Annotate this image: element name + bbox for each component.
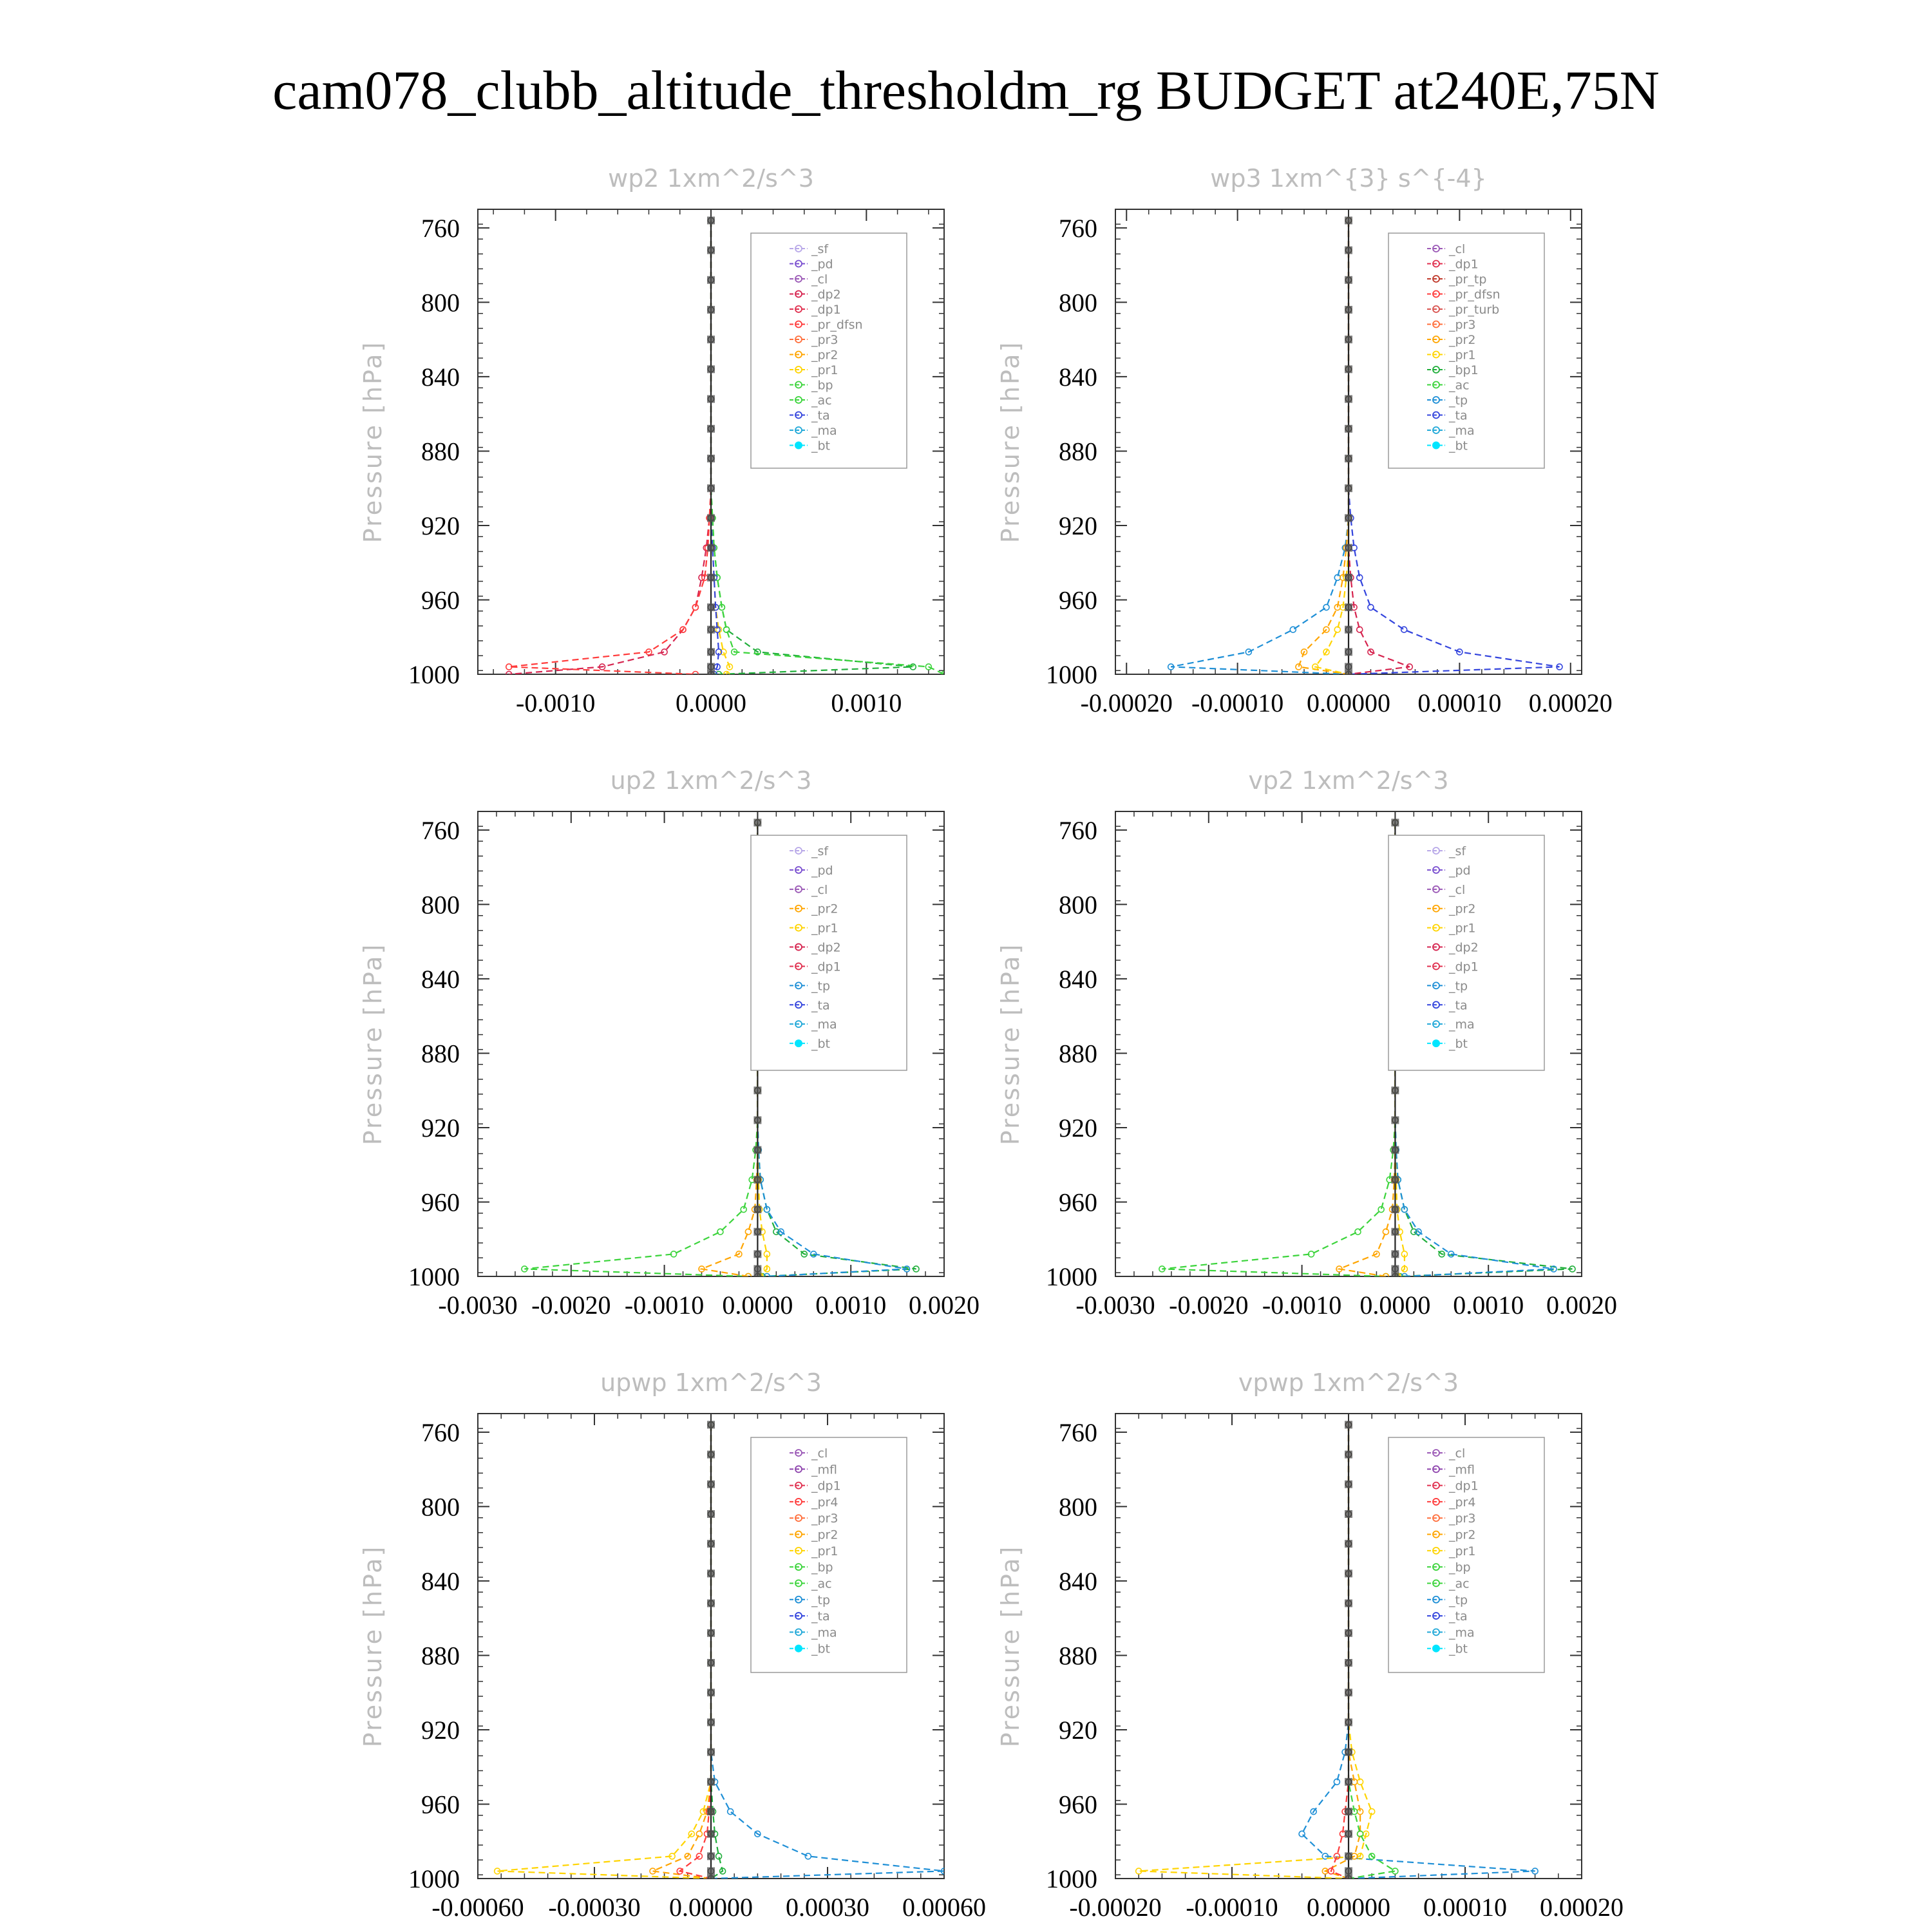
zero-marker: [707, 1540, 715, 1548]
legend-label: _cl: [811, 882, 828, 897]
legend: [1388, 835, 1544, 1070]
x-tick-label: 0.0020: [909, 1291, 980, 1320]
y-tick-label: 880: [421, 1641, 460, 1671]
y-tick-label: 880: [1059, 1641, 1097, 1671]
legend: [1388, 1437, 1544, 1672]
legend: [751, 1437, 907, 1672]
legend-label: _dp2: [811, 287, 841, 302]
legend-label: _pr1: [811, 921, 838, 936]
zero-marker: [1345, 626, 1352, 634]
legend-label: _bp: [811, 378, 833, 393]
legend-label: _cl: [1449, 242, 1466, 256]
y-tick-label: 920: [1059, 1113, 1097, 1142]
zero-marker: [1345, 544, 1352, 552]
y-axis-label: Pressure [hPa]: [359, 340, 387, 544]
zero-marker: [1345, 1451, 1352, 1459]
x-tick-label: -0.00060: [431, 1893, 524, 1922]
data-point: [1299, 1831, 1305, 1837]
zero-marker: [707, 1659, 715, 1667]
legend-label: _bt: [1449, 1642, 1468, 1656]
x-tick-label: 0.0010: [815, 1291, 887, 1320]
zero-marker: [707, 1421, 715, 1428]
legend-marker: [795, 1645, 802, 1653]
legend-label: _pr_tp: [1449, 272, 1487, 287]
legend-label: _bt: [1449, 439, 1468, 453]
zero-marker: [707, 276, 715, 284]
legend-label: _ma: [1449, 424, 1475, 438]
zero-marker: [707, 603, 715, 611]
zero-marker: [707, 1808, 715, 1815]
zero-marker: [1345, 247, 1352, 254]
zero-marker: [1345, 603, 1352, 611]
y-tick-label: 800: [1059, 890, 1097, 920]
x-tick-label: -0.00010: [1186, 1893, 1278, 1922]
legend-label: _ac: [1449, 378, 1470, 393]
zero-marker: [1345, 1852, 1352, 1860]
x-tick-label: -0.0010: [1262, 1291, 1342, 1320]
zero-marker: [707, 1629, 715, 1637]
legend-label: _dp1: [1449, 960, 1479, 974]
panel-title: vp2 1xm^2/s^3: [1248, 766, 1449, 795]
zero-marker: [707, 1689, 715, 1696]
panel-title: up2 1xm^2/s^3: [610, 766, 812, 795]
y-tick-label: 800: [1059, 1492, 1097, 1522]
legend-label: _pr2: [1449, 1528, 1476, 1542]
legend-label: _ma: [1449, 1625, 1475, 1640]
zero-marker: [707, 365, 715, 373]
legend-label: _pr2: [811, 1528, 838, 1542]
data-point: [1368, 605, 1374, 611]
y-tick-label: 880: [1059, 437, 1097, 466]
chart-panel-6: [996, 1368, 1624, 1922]
legend-label: _ta: [811, 408, 830, 423]
x-tick-label: 0.0010: [1453, 1291, 1524, 1320]
legend-label: _ta: [811, 998, 830, 1013]
y-tick-label: 1000: [1046, 1864, 1097, 1893]
zero-marker: [1391, 1146, 1399, 1154]
y-tick-label: 840: [1059, 362, 1097, 392]
zero-marker: [707, 626, 715, 634]
y-tick-label: 960: [1059, 1188, 1097, 1217]
legend-label: _bp: [811, 1560, 833, 1575]
data-point: [1323, 605, 1329, 611]
legend-label: _bt: [811, 1642, 831, 1656]
zero-marker: [753, 1265, 761, 1273]
y-tick-label: 760: [1059, 815, 1097, 845]
x-tick-label: 0.00000: [1307, 688, 1390, 717]
chart-panel-4: [996, 766, 1617, 1320]
legend-label: _pr4: [811, 1495, 838, 1510]
zero-marker: [1345, 1629, 1352, 1637]
legend-label: _pr_dfsn: [811, 317, 863, 332]
legend-label: _dp2: [811, 940, 841, 955]
y-axis-label: Pressure [hPa]: [359, 1544, 387, 1748]
zero-marker: [707, 1510, 715, 1518]
legend-label: _tp: [1449, 1593, 1468, 1607]
x-tick-label: 0.0000: [676, 688, 746, 717]
zero-marker: [707, 1875, 715, 1882]
legend-label: _ac: [811, 1577, 832, 1591]
legend-label: _tp: [811, 979, 831, 994]
series-line-tp: [1171, 220, 1349, 674]
legend-label: _bp1: [1449, 363, 1479, 377]
legend: [1388, 233, 1544, 468]
series-line-pr2: [702, 822, 758, 1276]
y-tick-label: 960: [421, 1188, 460, 1217]
zero-marker: [707, 544, 715, 552]
legend-label: _pd: [811, 863, 833, 878]
y-tick-label: 1000: [1046, 660, 1097, 689]
zero-marker: [707, 395, 715, 403]
zero-marker: [707, 455, 715, 462]
zero-marker: [753, 1146, 761, 1154]
zero-marker: [1345, 1600, 1352, 1607]
legend-label: _pd: [1449, 863, 1471, 878]
x-tick-label: -0.0010: [516, 688, 596, 717]
chart-panel-5: [359, 1368, 986, 1922]
zero-marker: [707, 1778, 715, 1786]
zero-marker: [707, 1569, 715, 1577]
y-tick-label: 840: [421, 1566, 460, 1596]
y-tick-label: 880: [421, 1039, 460, 1068]
zero-marker: [1345, 1421, 1352, 1428]
zero-marker: [753, 1228, 761, 1236]
y-axis-label: Pressure [hPa]: [996, 942, 1025, 1146]
zero-marker: [1345, 1718, 1352, 1726]
zero-marker: [707, 1600, 715, 1607]
legend-label: _ta: [811, 1609, 830, 1624]
y-tick-label: 760: [421, 213, 460, 243]
y-tick-label: 840: [1059, 964, 1097, 994]
zero-marker: [707, 514, 715, 522]
legend-label: _cl: [1449, 882, 1466, 897]
zero-marker: [1391, 1116, 1399, 1124]
x-tick-label: 0.00030: [786, 1893, 869, 1922]
legend-marker: [795, 1039, 802, 1047]
legend-label: _cl: [811, 1446, 828, 1461]
legend-label: _bt: [811, 439, 831, 453]
zero-marker: [1345, 663, 1352, 670]
x-tick-label: 0.00010: [1423, 1893, 1507, 1922]
legend: [751, 835, 907, 1070]
legend-label: _tp: [811, 1593, 831, 1607]
zero-marker: [753, 1116, 761, 1124]
zero-marker: [1345, 1540, 1352, 1548]
series-line-pr1: [497, 1425, 711, 1879]
y-axis-label: Pressure [hPa]: [359, 942, 387, 1146]
zero-marker: [1345, 1830, 1352, 1838]
legend-label: _ta: [1449, 1609, 1468, 1624]
y-tick-label: 920: [421, 511, 460, 540]
y-tick-label: 880: [421, 437, 460, 466]
y-tick-label: 880: [1059, 1039, 1097, 1068]
series-line-pr1: [1315, 220, 1349, 674]
chart-panel-1: [359, 164, 947, 717]
zero-marker: [1345, 1659, 1352, 1667]
legend-marker: [795, 442, 802, 450]
x-tick-label: -0.00020: [1080, 688, 1173, 717]
legend-label: _pd: [811, 257, 833, 272]
zero-marker: [707, 306, 715, 314]
y-axis-label: Pressure [hPa]: [996, 1544, 1025, 1748]
panel-title: upwp 1xm^2/s^3: [600, 1368, 822, 1397]
legend-label: _cl: [1449, 1446, 1466, 1461]
legend: [751, 233, 907, 468]
panel-title: wp2 1xm^2/s^3: [608, 164, 814, 193]
y-tick-label: 1000: [408, 660, 460, 689]
x-tick-label: 0.00020: [1528, 688, 1613, 717]
legend-label: _ma: [1449, 1018, 1475, 1032]
zero-marker: [707, 425, 715, 433]
series-line-pr2: [653, 1425, 712, 1879]
x-tick-label: 0.00000: [1307, 1893, 1390, 1922]
legend-marker: [1432, 1645, 1440, 1653]
data-point: [805, 1853, 811, 1859]
x-tick-label: -0.00030: [548, 1893, 641, 1922]
x-tick-label: 0.0020: [1546, 1291, 1617, 1320]
legend-label: _pr4: [1449, 1495, 1476, 1510]
zero-marker: [1391, 1086, 1399, 1094]
zero-marker: [753, 1086, 761, 1094]
x-tick-label: 0.0000: [722, 1291, 793, 1320]
y-tick-label: 760: [421, 815, 460, 845]
zero-marker: [1345, 425, 1352, 433]
zero-marker: [707, 336, 715, 343]
legend-label: _ta: [1449, 998, 1468, 1013]
legend-label: _mfl: [1449, 1463, 1475, 1477]
legend-label: _dp2: [1449, 940, 1479, 955]
y-tick-label: 1000: [408, 1262, 460, 1291]
legend-label: _sf: [1449, 844, 1466, 858]
y-tick-label: 760: [1059, 1417, 1097, 1447]
data-point: [1355, 1229, 1361, 1235]
zero-marker: [707, 484, 715, 492]
zero-marker: [1391, 1206, 1399, 1213]
legend-label: _bt: [811, 1037, 831, 1052]
zero-marker: [1345, 484, 1352, 492]
data-point: [717, 1229, 723, 1235]
x-tick-label: -0.00020: [1069, 1893, 1162, 1922]
series-line-dp2: [509, 220, 711, 674]
zero-marker: [753, 819, 761, 826]
y-tick-label: 1000: [408, 1864, 460, 1893]
data-point: [1290, 627, 1296, 632]
legend-label: _dp1: [811, 303, 841, 317]
y-tick-label: 960: [1059, 1790, 1097, 1819]
legend-label: _pr_dfsn: [1449, 287, 1501, 302]
x-tick-label: 0.00060: [902, 1893, 986, 1922]
x-tick-label: -0.00010: [1191, 688, 1284, 717]
y-tick-label: 760: [1059, 213, 1097, 243]
x-tick-label: 0.0000: [1359, 1291, 1431, 1320]
legend-marker: [1432, 1039, 1440, 1047]
zero-marker: [1345, 1481, 1352, 1488]
zero-marker: [1391, 1228, 1399, 1236]
zero-marker: [1345, 1689, 1352, 1696]
data-point: [696, 1831, 702, 1837]
legend-label: _pr1: [1449, 921, 1476, 936]
zero-marker: [1345, 306, 1352, 314]
zero-marker: [707, 1481, 715, 1488]
zero-marker: [1391, 819, 1399, 826]
legend-label: _dp1: [811, 960, 841, 974]
zero-marker: [753, 1273, 761, 1280]
panel-title: vpwp 1xm^2/s^3: [1238, 1368, 1459, 1397]
y-tick-label: 840: [1059, 1566, 1097, 1596]
zero-marker: [1391, 1273, 1399, 1280]
data-point: [1401, 627, 1407, 632]
zero-marker: [1345, 395, 1352, 403]
legend-label: _tp: [1449, 393, 1468, 408]
zero-marker: [753, 1206, 761, 1213]
y-tick-label: 800: [421, 890, 460, 920]
zero-marker: [1391, 1176, 1399, 1184]
legend-label: _sf: [811, 242, 829, 256]
zero-marker: [1391, 1265, 1399, 1273]
y-tick-label: 920: [421, 1113, 460, 1142]
legend-label: _pr3: [1449, 317, 1476, 332]
data-point: [728, 1809, 734, 1815]
zero-marker: [1345, 1808, 1352, 1815]
legend-label: _pr2: [811, 348, 838, 363]
panel-title: wp3 1xm^{3} s^{-4}: [1210, 164, 1487, 193]
zero-marker: [1345, 1569, 1352, 1577]
legend-label: _pr2: [1449, 333, 1476, 347]
legend-label: _dp1: [811, 1479, 841, 1493]
y-tick-label: 920: [1059, 511, 1097, 540]
series-line-dp1: [524, 822, 757, 1276]
x-tick-label: 0.00000: [669, 1893, 753, 1922]
y-axis-label: Pressure [hPa]: [996, 340, 1025, 544]
y-tick-label: 960: [421, 585, 460, 615]
legend-label: _sf: [811, 844, 829, 858]
x-tick-label: 0.00020: [1540, 1893, 1624, 1922]
y-tick-label: 800: [421, 1492, 460, 1522]
zero-marker: [1345, 276, 1352, 284]
zero-marker: [1345, 216, 1352, 224]
zero-marker: [1345, 1510, 1352, 1518]
zero-marker: [707, 1830, 715, 1838]
legend-label: _bp: [1449, 1560, 1471, 1575]
legend-label: _dp1: [1449, 257, 1479, 272]
zero-marker: [1345, 648, 1352, 656]
legend-label: _pr1: [811, 363, 838, 377]
y-tick-label: 1000: [1046, 1262, 1097, 1291]
zero-marker: [753, 1250, 761, 1258]
legend-label: _pr2: [1449, 902, 1476, 916]
legend-label: _dp1: [1449, 1479, 1479, 1493]
legend-label: _pr2: [811, 902, 838, 916]
y-tick-label: 960: [1059, 585, 1097, 615]
x-tick-label: -0.0030: [1075, 1291, 1155, 1320]
zero-marker: [707, 1748, 715, 1756]
zero-marker: [1345, 336, 1352, 343]
x-tick-label: -0.0020: [531, 1291, 611, 1320]
zero-marker: [1345, 574, 1352, 582]
y-tick-label: 920: [421, 1715, 460, 1745]
legend-label: _pr1: [1449, 348, 1476, 363]
y-tick-label: 960: [421, 1790, 460, 1819]
x-tick-label: -0.0020: [1169, 1291, 1249, 1320]
x-tick-label: -0.0010: [624, 1291, 705, 1320]
y-tick-label: 800: [1059, 288, 1097, 317]
legend-label: _ma: [811, 424, 837, 438]
zero-marker: [1345, 514, 1352, 522]
y-tick-label: 840: [421, 362, 460, 392]
legend-label: _pr_turb: [1449, 303, 1500, 317]
zero-marker: [1345, 670, 1352, 678]
zero-marker: [707, 574, 715, 582]
y-tick-label: 840: [421, 964, 460, 994]
x-tick-label: 0.0010: [831, 688, 902, 717]
zero-marker: [707, 216, 715, 224]
series-line-dp1: [1162, 822, 1395, 1276]
zero-marker: [1391, 1250, 1399, 1258]
legend-label: _mfl: [811, 1463, 837, 1477]
legend-label: _pr1: [811, 1544, 838, 1558]
legend-label: _ma: [811, 1018, 837, 1032]
legend-label: _ma: [811, 1625, 837, 1640]
zero-marker: [1345, 1875, 1352, 1882]
x-tick-label: 0.00010: [1417, 688, 1502, 717]
y-tick-label: 800: [421, 288, 460, 317]
zero-marker: [707, 663, 715, 670]
zero-marker: [1345, 1867, 1352, 1875]
legend-label: _pr3: [811, 333, 838, 347]
zero-marker: [1345, 455, 1352, 462]
legend-label: _cl: [811, 272, 828, 287]
y-tick-label: 760: [421, 1417, 460, 1447]
legend-label: _pr3: [1449, 1511, 1476, 1526]
chart-panel-2: [996, 164, 1613, 717]
x-tick-label: -0.0030: [438, 1291, 518, 1320]
zero-marker: [707, 648, 715, 656]
legend-label: _tp: [1449, 979, 1468, 994]
zero-marker: [707, 1451, 715, 1459]
y-tick-label: 920: [1059, 1715, 1097, 1745]
series-line-pr1: [1139, 1425, 1372, 1879]
legend-label: _pr3: [811, 1511, 838, 1526]
zero-marker: [707, 247, 715, 254]
legend-label: _ac: [811, 393, 832, 408]
series-line-pr2: [1340, 822, 1396, 1276]
zero-marker: [1345, 365, 1352, 373]
zero-marker: [753, 1176, 761, 1184]
zero-marker: [707, 1718, 715, 1726]
legend-label: _ta: [1449, 408, 1468, 423]
zero-marker: [707, 1867, 715, 1875]
figure-title: cam078_clubb_altitude_thresholdm_rg BUDGET at240E,75N: [272, 59, 1660, 121]
zero-marker: [1345, 1748, 1352, 1756]
legend-label: _pr1: [1449, 1544, 1476, 1558]
data-point: [1334, 1853, 1340, 1859]
legend-label: _ac: [1449, 1577, 1470, 1591]
legend-marker: [1432, 442, 1440, 450]
series-line-dp1: [509, 220, 711, 674]
chart-panel-3: [359, 766, 980, 1320]
zero-marker: [1345, 1778, 1352, 1786]
zero-marker: [707, 1852, 715, 1860]
legend-label: _bt: [1449, 1037, 1468, 1052]
zero-marker: [707, 670, 715, 678]
